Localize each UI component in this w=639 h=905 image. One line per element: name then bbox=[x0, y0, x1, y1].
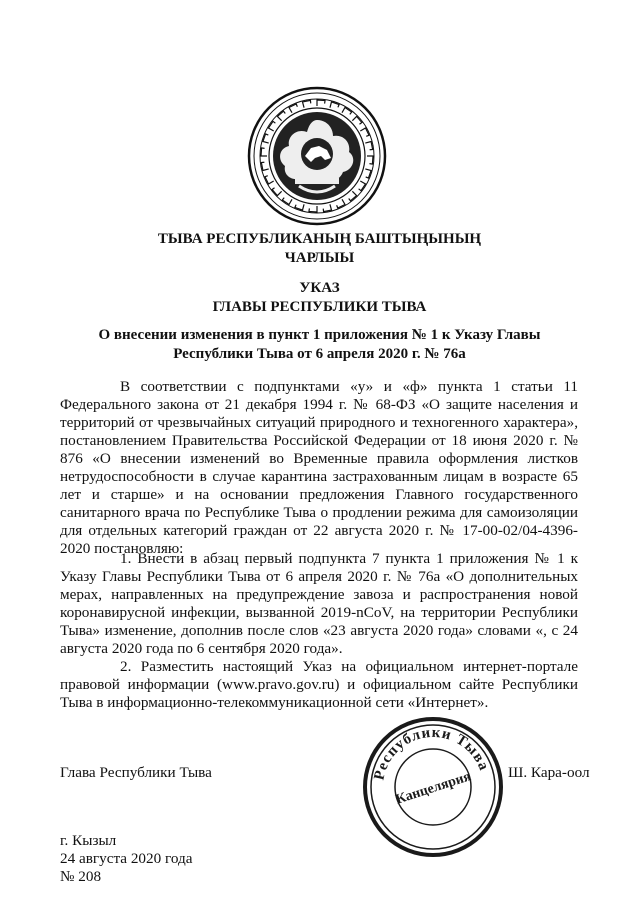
place-date-number bbox=[60, 832, 192, 886]
issue-city: г. Кызыл bbox=[60, 832, 117, 849]
subject-line-1: О внесении изменения в пункт 1 приложения № 1 к Указу Главы bbox=[98, 327, 541, 343]
signatory-name: Ш. Кара-оол bbox=[508, 764, 590, 781]
document-type-block bbox=[0, 279, 639, 317]
item-1-paragraph: 1. Внести в абзац первый подпункта 7 пункта 1 приложения № 1 к Указу Главы Республики Тыва от 6 апреля 2020 г. № 76а «О дополнительных мерах, направленных на предупреждение завоза и распространения новой коронавирусной инфекции, вызванной 2019-nCoV, на территории Республики Тыва» изменение, дополнив после слов «23 августа 2020 года» словами «, с 24 августа 2020 года по 6 сентября 2020 года». bbox=[60, 550, 578, 657]
coat-of-arms-emblem bbox=[247, 86, 387, 226]
document-subject bbox=[0, 326, 639, 364]
heading-line-1: ТЫВА РЕСПУБЛИКАНЫҢ БАШТЫҢЫНЫҢ bbox=[157, 231, 482, 247]
stamp-ring-text: Республики Тыва bbox=[371, 724, 492, 782]
document-type: УКАЗ bbox=[299, 280, 340, 296]
issue-date: 24 августа 2020 года bbox=[60, 850, 193, 867]
signatory-post: Глава Республики Тыва bbox=[60, 764, 212, 781]
issue-number: № 208 bbox=[60, 868, 102, 885]
document-issuer: ГЛАВЫ РЕСПУБЛИКИ ТЫВА bbox=[212, 299, 427, 315]
basis-paragraph: В соответствии с подпунктами «у» и «ф» пункта 1 статьи 11 Федерального закона от 21 декабря 1994 г. № 68-ФЗ «О защите населения и территорий от чрезвычайных ситуаций природного и техногенного характера», постановлением Правительства Российской Федерации от 18 июня 2020 г. № 876 «О внесении изменений во Временные правила оформления листков нетрудоспособности в случае карантина застрахованным лицам в возрасте 65 лет и старше» и на основании предложения Главного государственного санитарного врача по Республике Тыва о продлении режима для самоизоляции для отдельных категорий граждан от 22 августа 2020 г. № 17-00-02/04-4396-2020 постановляю: bbox=[60, 378, 578, 557]
heading-tuvan bbox=[0, 230, 639, 268]
heading-line-2: ЧАРЛЫЫ bbox=[284, 250, 355, 266]
subject-line-2: Республики Тыва от 6 апреля 2020 г. № 76а bbox=[173, 346, 466, 362]
office-seal-stamp bbox=[362, 716, 504, 858]
item-2-paragraph: 2. Разместить настоящий Указ на официальном интернет-портале правовой информации (www.pravo.gov.ru) и официальном сайте Республики Тыва в информационно-телекоммуникационной сети «Интернет». bbox=[60, 658, 578, 711]
stamp-center-text: Канцелярия bbox=[393, 769, 473, 808]
